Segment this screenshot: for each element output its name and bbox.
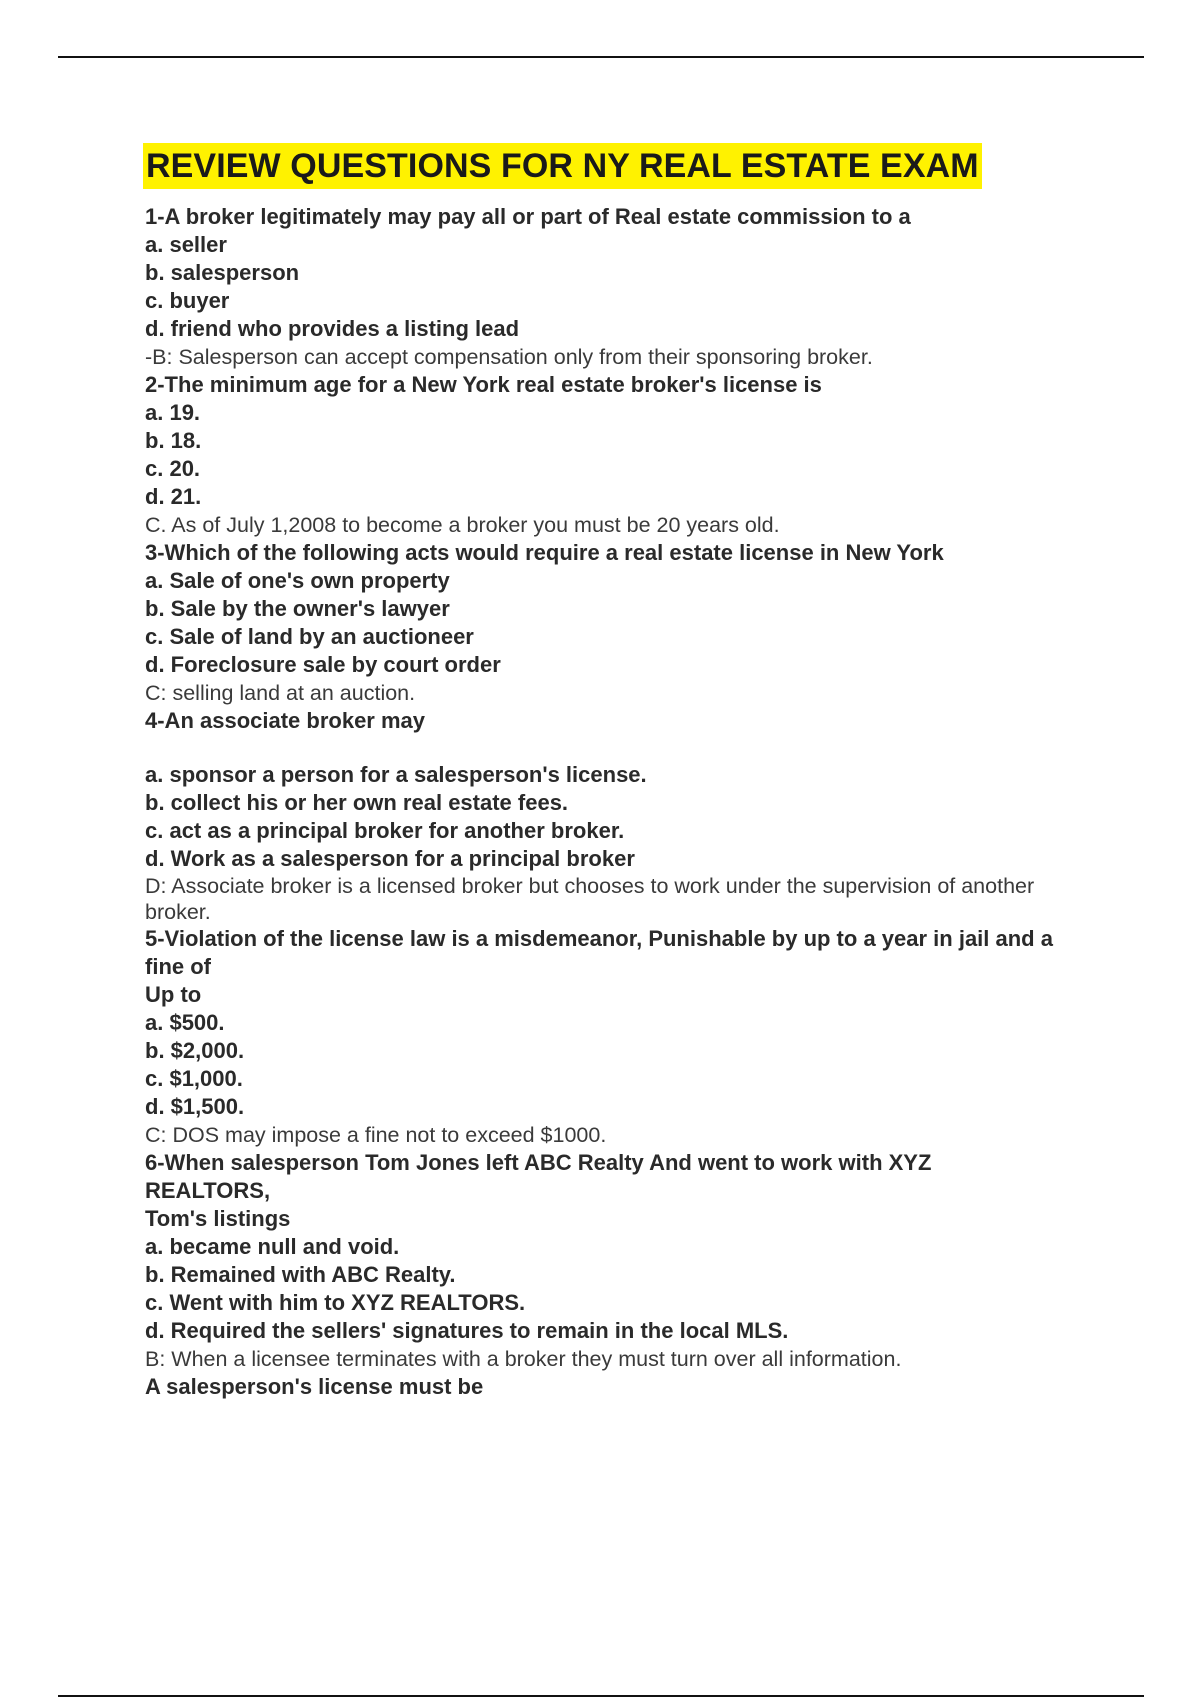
question-block xyxy=(145,925,1095,1149)
answer-option: a. $500. xyxy=(145,1010,225,1035)
answer-option: b. $2,000. xyxy=(145,1038,245,1063)
question-block xyxy=(145,539,1095,707)
answer-explanation: D: Associate broker is a licensed broker but chooses to work under the supervision of another broker. xyxy=(145,874,1035,924)
question-text: 4-An associate broker may xyxy=(145,708,426,733)
answer-explanation: C: DOS may impose a fine not to exceed $1000. xyxy=(145,1123,607,1147)
answer-option: b. Remained with ABC Realty. xyxy=(145,1262,456,1287)
answer-option: d. Foreclosure sale by court order xyxy=(145,652,501,677)
answer-option: b. Sale by the owner's lawyer xyxy=(145,596,450,621)
question-text-continued: Tom's listings xyxy=(145,1206,291,1231)
answer-option: c. act as a principal broker for another broker. xyxy=(145,818,625,843)
answer-option: d. Required the sellers' signatures to remain in the local MLS. xyxy=(145,1318,789,1343)
question-text: 1-A broker legitimately may pay all or part of Real estate commission to a xyxy=(145,204,911,229)
answer-option: c. Sale of land by an auctioneer xyxy=(145,624,474,649)
question-block xyxy=(145,203,1095,371)
question-text: 6-When salesperson Tom Jones left ABC Realty And went to work with XYZ REALTORS, xyxy=(145,1150,932,1203)
document-body xyxy=(145,143,1095,1401)
answer-option: d. 21. xyxy=(145,484,202,509)
bottom-rule xyxy=(58,1695,1144,1697)
answer-explanation: -B: Salesperson can accept compensation only from their sponsoring broker. xyxy=(145,345,873,369)
question-block xyxy=(145,371,1095,539)
answer-option: c. 20. xyxy=(145,456,201,481)
answer-option: a. Sale of one's own property xyxy=(145,568,450,593)
answer-option: a. became null and void. xyxy=(145,1234,400,1259)
answer-option: a. 19. xyxy=(145,400,201,425)
answer-explanation: B: When a licensee terminates with a broker they must turn over all information. xyxy=(145,1347,902,1371)
question-text-continued: Up to xyxy=(145,982,202,1007)
answer-option: d. friend who provides a listing lead xyxy=(145,316,520,341)
answer-option: b. 18. xyxy=(145,428,202,453)
top-rule xyxy=(58,56,1144,58)
answer-option: c. buyer xyxy=(145,288,230,313)
answer-option: b. salesperson xyxy=(145,260,300,285)
answer-option: a. seller xyxy=(145,232,227,257)
answer-option: c. $1,000. xyxy=(145,1066,243,1091)
answer-explanation: C. As of July 1,2008 to become a broker you must be 20 years old. xyxy=(145,513,780,537)
question-block xyxy=(145,1149,1095,1373)
blank-line xyxy=(145,735,1095,761)
answer-option: d. $1,500. xyxy=(145,1094,245,1119)
answer-option: c. Went with him to XYZ REALTORS. xyxy=(145,1290,526,1315)
answer-option: a. sponsor a person for a salesperson's license. xyxy=(145,762,647,787)
document-title: REVIEW QUESTIONS FOR NY REAL ESTATE EXAM xyxy=(143,143,982,189)
answer-option: b. collect his or her own real estate fees. xyxy=(145,790,569,815)
question-text: 5-Violation of the license law is a misdemeanor, Punishable by up to a year in jail and a fine of xyxy=(145,926,1053,979)
question-text: 2-The minimum age for a New York real estate broker's license is xyxy=(145,372,822,397)
question-block xyxy=(145,707,1095,925)
question-text: 3-Which of the following acts would require a real estate license in New York xyxy=(145,540,944,565)
answer-explanation: C: selling land at an auction. xyxy=(145,681,416,705)
answer-option: d. Work as a salesperson for a principal broker xyxy=(145,846,635,871)
trailing-question-text: A salesperson's license must be xyxy=(145,1374,484,1399)
